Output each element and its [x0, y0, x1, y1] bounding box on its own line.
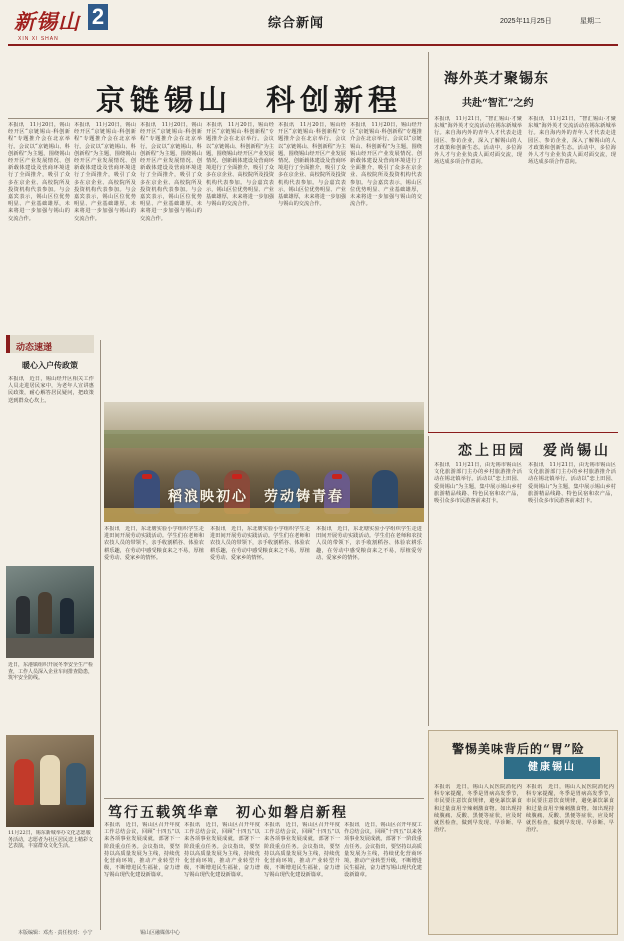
main-headline: 京链锡山 科创新程	[96, 83, 403, 117]
news-brief-tag	[6, 335, 94, 353]
tourism-col-1: 本报讯 11月21日，由无锡市锡山区文化旅游部门主办的乡村旅游推介活动在锡北镇举行。活动以“恋上田园、爱尚锡山”为主题，集中展示锡山乡村旅游精品线路、特色民宿和农产品，吸引众多市民游客前来打卡。	[434, 462, 522, 505]
story-2-title: 笃行五载筑华章 初心如磐启新程	[108, 805, 348, 821]
health-col-1: 本报讯 近日，锡山人民医院消化内科专家提醒，冬季是胃病高发季节，市民要注意饮食规律，避免暴饮暴食和过量食用辛辣刺激食物。如出现持续腹痛、反酸、黑便等症状，应及时就医检查，做到早发现、早诊断、早治疗。	[434, 784, 522, 834]
health-column-tag: 健康锡山	[504, 757, 600, 779]
health-col-2: 本报讯 近日，锡山人民医院消化内科专家提醒，冬季是胃病高发季节，市民要注意饮食规律，避免暴饮暴食和过量食用辛辣刺激食物。如出现持续腹痛、反酸、黑便等症状，应及时就医检查，做到早发现、早诊断、早治疗。	[526, 784, 614, 834]
main-story-col-6: 本报讯 11月20日，锡山经开区“京链锡山·科创新程”专题推介会在北京举行。会议以“京链锡山、科创新程”为主题，围绕锡山经开区产业发展情况、创新载体建设及营商环境进行了全面推介，吸引了众多在京企业、高校院所及投资机构代表参加。与会嘉宾表示，锡山区位优势明显、产业基础雄厚，未来将进一步加强与锡山的交流合作。	[350, 122, 422, 208]
story-2-col-4: 本报讯 近日，锡山区召开年度工作总结会议，回顾“十四五”以来各项事业发展成就，部署下一阶段重点任务。会议指出，要坚持以高质量发展为主线，持续优化营商环境，推动产业转型升级，不断增进民生福祉，奋力谱写锡山现代化建设新篇章。	[344, 822, 422, 879]
story-2-col-3: 本报讯 近日，锡山区召开年度工作总结会议，回顾“十四五”以来各项事业发展成就，部署下一阶段重点任务。会议指出，要坚持以高质量发展为主线，持续优化营商环境，推动产业转型升级，不断增进民生福祉，奋力谱写锡山现代化建设新篇章。	[264, 822, 340, 879]
feature-title: 海外英才聚锡东	[444, 71, 549, 87]
tourism-col-2: 本报讯 11月21日，由无锡市锡山区文化旅游部门主办的乡村旅游推介活动在锡北镇举行。活动以“恋上田园、爱尚锡山”为主题，集中展示锡山乡村旅游精品线路、特色民宿和农产品，吸引众多市民游客前来打卡。	[528, 462, 616, 505]
main-story-col-5: 本报讯 11月20日，锡山经开区“京链锡山·科创新程”专题推介会在北京举行。会议以“京链锡山、科创新程”为主题，围绕锡山经开区产业发展情况、创新载体建设及营商环境进行了全面推介，吸引了众多在京企业、高校院所及投资机构代表参加。与会嘉宾表示，锡山区位优势明显、产业基础雄厚，未来将进一步加强与锡山的交流合作。	[278, 122, 346, 208]
main-story-col-2: 本报讯 11月20日，锡山经开区“京链锡山·科创新程”专题推介会在北京举行。会议以“京链锡山、科创新程”为主题，围绕锡山经开区产业发展情况、创新载体建设及营商环境进行了全面推介，吸引了众多在京企业、高校院所及投资机构代表参加。与会嘉宾表示，锡山区位优势明显、产业基础雄厚，未来将进一步加强与锡山的交流合作。	[74, 122, 136, 222]
photo-2-caption: 11月22日，锡东新城举办文化志愿服务活动，志愿者为社区居民送上精彩文艺表演，丰富群众文化生活。	[8, 830, 94, 850]
divider	[8, 118, 428, 119]
issue-weekday: 星期二	[580, 18, 601, 25]
event-photo-1	[6, 566, 94, 658]
main-story-col-1: 本报讯 11月20日，锡山经开区“京链锡山·科创新程”专题推介会在北京举行。会议以“京链锡山、科创新程”为主题，围绕锡山经开区产业发展情况、创新载体建设及营商环境进行了全面推介，吸引了众多在京企业、高校院所及投资机构代表参加。与会嘉宾表示，锡山区位优势明显、产业基础雄厚，未来将进一步加强与锡山的交流合作。	[8, 122, 70, 222]
logo-pinyin: XIN XI SHAN	[18, 36, 59, 42]
page-number: 2	[88, 4, 108, 30]
feature-col-1: 本报讯 11月21日，“智汇锡山·才聚东城”海外英才交流活动在锡东新城举行。来自海内外的青年人才代表走进园区、参访企业，深入了解锡山的人才政策和创新生态。活动中，多位海外人才与企业负责人面对面交流，现场达成多项合作意向。	[434, 116, 522, 166]
tourism-title: 恋上田园 爱尚锡山	[458, 443, 611, 459]
section-rule	[428, 432, 618, 433]
publisher-credit: 锡山区融媒体中心	[140, 930, 181, 936]
photo-slogan: 稻浪映初心 劳动铸青春	[168, 489, 344, 505]
logo-text: 新锡山	[14, 9, 80, 34]
main-story-col-3: 本报讯 11月20日，锡山经开区“京链锡山·科创新程”专题推介会在北京举行。会议以“京链锡山、科创新程”为主题，围绕锡山经开区产业发展情况、创新载体建设及营商环境进行了全面推介，吸引了众多在京企业、高校院所及投资机构代表参加。与会嘉宾表示，锡山区位优势明显、产业基础雄厚，未来将进一步加强与锡山的交流合作。	[140, 122, 202, 222]
story-2-col-2: 本报讯 近日，锡山区召开年度工作总结会议，回顾“十四五”以来各项事业发展成就，部署下一阶段重点任务。会议指出，要坚持以高质量发展为主线，持续优化营商环境，推动产业转型升级，不断增进民生福祉，奋力谱写锡山现代化建设新篇章。	[184, 822, 260, 879]
column-divider	[428, 436, 429, 726]
news-brief-tag-label: 动态速递	[16, 343, 53, 353]
feature-subtitle: 共赴“智汇”之约	[462, 98, 534, 109]
masthead-rule	[8, 44, 618, 46]
story-2-col-1: 本报讯 近日，锡山区召开年度工作总结会议，回顾“十四五”以来各项事业发展成就，部署下一阶段重点任务。会议指出，要坚持以高质量发展为主线，持续优化营商环境，推动产业转型升级，不断增进民生福祉，奋力谱写锡山现代化建设新篇章。	[104, 822, 180, 879]
divider	[104, 798, 424, 799]
column-divider	[100, 340, 101, 930]
issue-date: 2025年11月25日	[500, 18, 552, 25]
event-photo-2	[6, 735, 94, 827]
photo-caption-col-1: 本报讯 近日，东北塘实验小学组织学生走进田间开展劳动实践活动。学生们在老师和农技人员的带领下，亲手收割稻谷、体验农耕乐趣，在劳动中感受粮食来之不易，厚植爱劳动、爱家乡的情怀。	[104, 526, 204, 561]
column-divider	[428, 52, 429, 432]
photo-caption-col-3: 本报讯 近日，东北塘实验小学组织学生走进田间开展劳动实践活动。学生们在老师和农技人员的带领下，亲手收割稻谷、体验农耕乐趣，在劳动中感受粮食来之不易，厚植爱劳动、爱家乡的情怀。	[316, 526, 422, 561]
news-brief-title: 暖心入户传政策	[22, 360, 78, 370]
news-brief-body: 本报讯 近日，锡山经开区相关工作人员走进居民家中，为老年人宣讲惠民政策，耐心解答居民疑问，把政策送到群众心坎上。	[8, 376, 94, 404]
feature-col-2: 本报讯 11月21日，“智汇锡山·才聚东城”海外英才交流活动在锡东新城举行。来自海内外的青年人才代表走进园区、参访企业，深入了解锡山的人才政策和创新生态。活动中，多位海外人才与企业负责人面对面交流，现场达成多项合作意向。	[528, 116, 616, 166]
section-title: 综合新闻	[268, 16, 325, 31]
photo-1-caption: 近日，东港镇组织开展冬季安全生产检查，工作人员深入企业车间排查隐患，筑牢安全防线。	[8, 662, 94, 682]
main-story-col-4: 本报讯 11月20日，锡山经开区“京链锡山·科创新程”专题推介会在北京举行。会议以“京链锡山、科创新程”为主题，围绕锡山经开区产业发展情况、创新载体建设及营商环境进行了全面推介，吸引了众多在京企业、高校院所及投资机构代表参加。与会嘉宾表示，锡山区位优势明显、产业基础雄厚，未来将进一步加强与锡山的交流合作。	[206, 122, 274, 208]
photo-caption-col-2: 本报讯 近日，东北塘实验小学组织学生走进田间开展劳动实践活动。学生们在老师和农技人员的带领下，亲手收割稻谷、体验农耕乐趣，在劳动中感受粮食来之不易，厚植爱劳动、爱家乡的情怀。	[210, 526, 310, 561]
editor-credit: 本版编辑：邓杰 · 责任校对：小宁	[18, 930, 93, 936]
newspaper-logo	[14, 6, 84, 40]
health-title: 警惕美味背后的“胃”险	[452, 742, 585, 756]
